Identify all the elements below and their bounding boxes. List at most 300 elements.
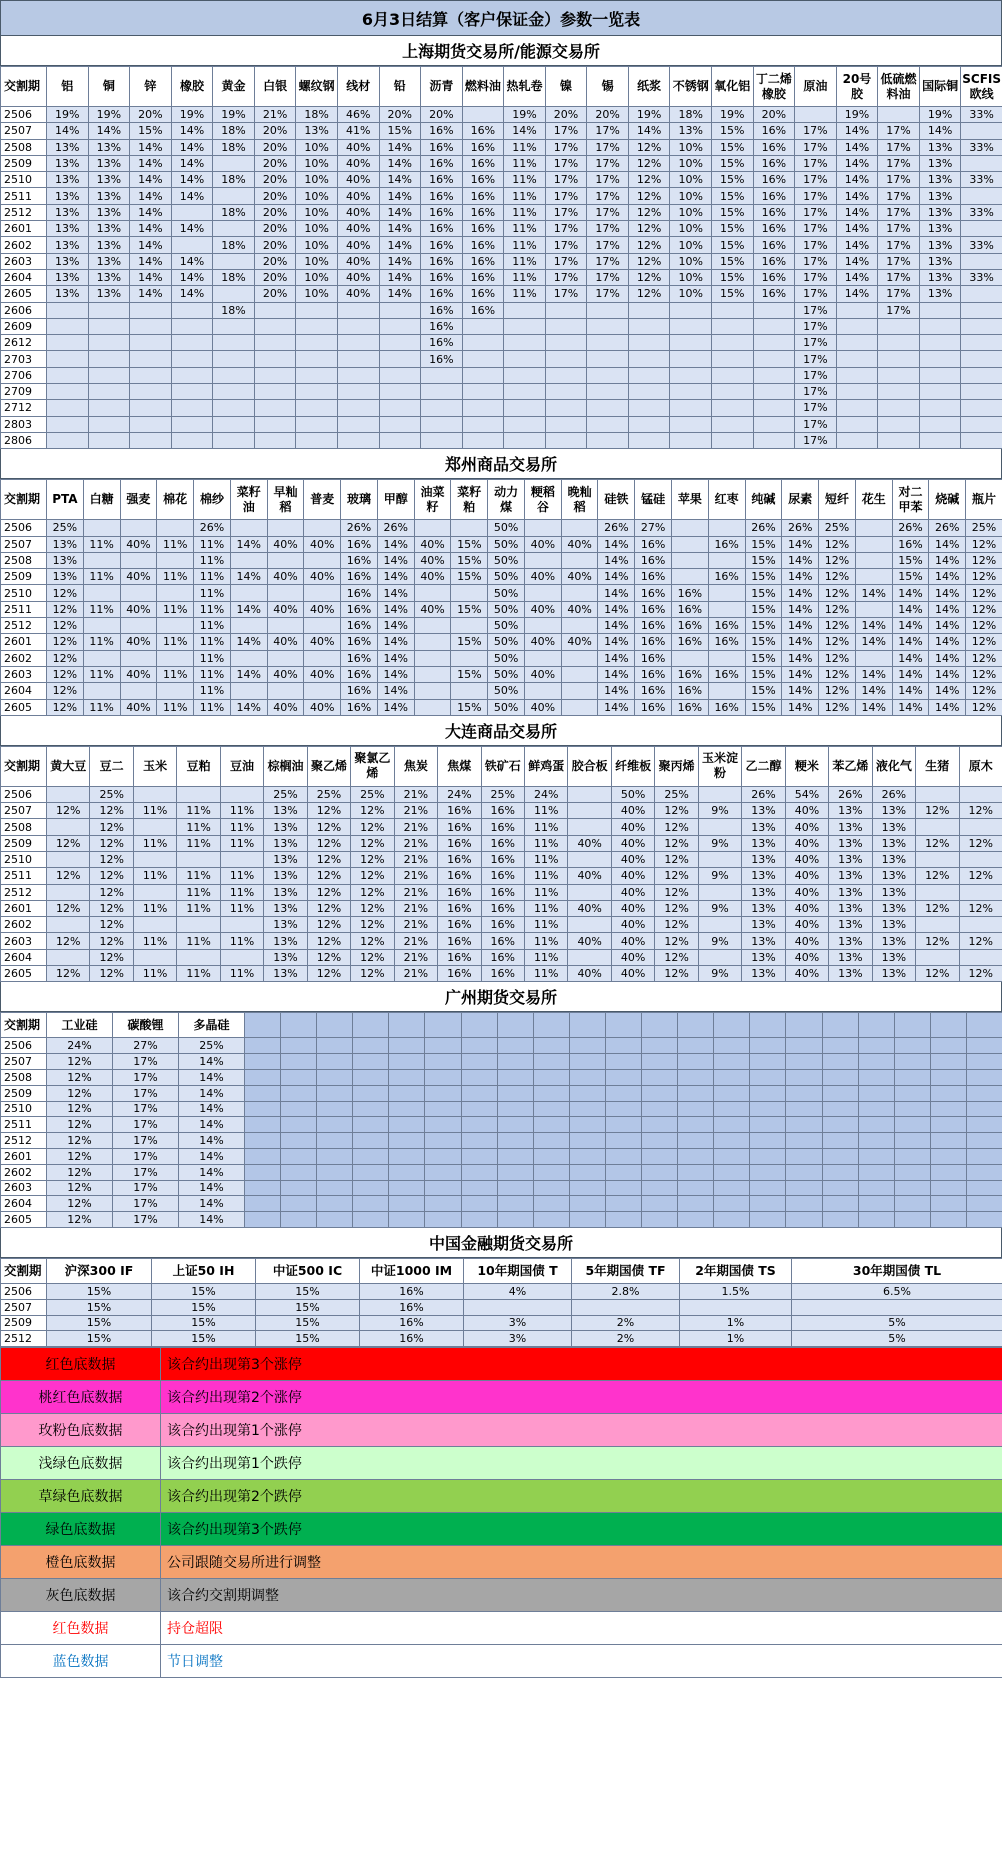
column-header: 聚氯乙烯 — [351, 746, 394, 786]
margin-cell: 50% — [488, 601, 525, 617]
legend-description: 节日调整 — [161, 1645, 1002, 1678]
margin-cell: 13% — [47, 188, 89, 204]
margin-cell: 40% — [524, 666, 561, 682]
margin-cell: 16% — [753, 139, 795, 155]
margin-cell: 17% — [113, 1180, 179, 1196]
margin-cell: 15% — [712, 286, 754, 302]
margin-cell: 14% — [377, 585, 414, 601]
margin-cell: 18% — [213, 237, 255, 253]
margin-cell: 50% — [488, 699, 525, 715]
table-row — [1, 1133, 1002, 1149]
margin-cell — [916, 917, 959, 933]
margin-cell: 27% — [635, 520, 672, 536]
margin-cell: 12% — [966, 569, 1002, 585]
empty-cell — [389, 1196, 425, 1212]
margin-cell — [230, 683, 267, 699]
empty-cell — [858, 1180, 894, 1196]
margin-cell: 14% — [929, 634, 966, 650]
empty-header-cell — [245, 1013, 281, 1038]
column-header: 沥青 — [421, 67, 463, 107]
margin-cell — [177, 786, 220, 802]
header-row — [1, 480, 1002, 520]
margin-cell: 20% — [254, 204, 296, 220]
margin-cell: 13% — [919, 253, 961, 269]
margin-cell: 16% — [438, 819, 481, 835]
margin-cell: 20% — [254, 253, 296, 269]
margin-cell: 40% — [414, 569, 451, 585]
margin-cell: 40% — [568, 966, 611, 982]
margin-cell: 13% — [47, 155, 89, 171]
margin-cell — [961, 123, 1002, 139]
margin-cell: 12% — [966, 585, 1002, 601]
margin-cell: 14% — [836, 123, 878, 139]
empty-cell — [461, 1164, 497, 1180]
margin-cell — [878, 432, 920, 448]
margin-cell: 12% — [47, 1148, 113, 1164]
margin-cell — [157, 552, 194, 568]
empty-cell — [678, 1038, 714, 1054]
margin-cell: 12% — [47, 933, 90, 949]
margin-cell — [961, 416, 1002, 432]
empty-cell — [858, 1085, 894, 1101]
margin-cell: 13% — [742, 933, 785, 949]
legend-label: 绿色底数据 — [1, 1513, 161, 1546]
empty-cell — [245, 1101, 281, 1117]
margin-cell: 19% — [504, 107, 546, 123]
margin-cell — [47, 384, 89, 400]
margin-cell: 21% — [394, 949, 437, 965]
empty-cell — [786, 1101, 822, 1117]
empty-header-cell — [930, 1013, 966, 1038]
margin-cell: 14% — [171, 188, 213, 204]
margin-cell: 40% — [611, 851, 654, 867]
margin-cell — [83, 552, 120, 568]
empty-header-cell — [750, 1013, 786, 1038]
margin-cell: 11% — [177, 966, 220, 982]
margin-cell — [213, 286, 255, 302]
empty-cell — [966, 1180, 1002, 1196]
margin-cell — [961, 367, 1002, 383]
margin-cell: 12% — [819, 683, 856, 699]
margin-cell: 14% — [892, 683, 929, 699]
margin-cell: 11% — [133, 933, 176, 949]
legend-description: 该合约出现第2个涨停 — [161, 1381, 1002, 1414]
period-cell: 2609 — [1, 318, 47, 334]
column-header: 菜籽油 — [230, 480, 267, 520]
margin-cell — [254, 432, 296, 448]
margin-cell: 16% — [753, 123, 795, 139]
empty-cell — [858, 1133, 894, 1149]
period-cell: 2511 — [1, 188, 47, 204]
column-header: 甲醇 — [377, 480, 414, 520]
margin-cell — [304, 650, 341, 666]
margin-cell: 14% — [628, 123, 670, 139]
table-gfex — [0, 1012, 1002, 1228]
margin-cell: 15% — [256, 1283, 360, 1299]
empty-cell — [894, 1196, 930, 1212]
margin-cell — [213, 335, 255, 351]
margin-cell: 14% — [379, 172, 421, 188]
margin-cell: 17% — [113, 1164, 179, 1180]
margin-cell: 10% — [670, 188, 712, 204]
empty-cell — [750, 1054, 786, 1070]
margin-cell: 13% — [742, 803, 785, 819]
column-header: 白银 — [254, 67, 296, 107]
empty-cell — [966, 1085, 1002, 1101]
margin-cell: 14% — [230, 601, 267, 617]
margin-cell — [462, 107, 504, 123]
margin-cell: 13% — [264, 966, 307, 982]
column-header: 5年期国债 TF — [572, 1258, 680, 1283]
margin-cell — [708, 552, 745, 568]
margin-cell: 17% — [113, 1148, 179, 1164]
column-header: 粳米 — [785, 746, 828, 786]
margin-cell: 13% — [296, 123, 338, 139]
table-row — [1, 1196, 1002, 1212]
margin-cell: 19% — [712, 107, 754, 123]
margin-cell: 20% — [254, 286, 296, 302]
margin-cell: 14% — [130, 204, 172, 220]
empty-cell — [930, 1148, 966, 1164]
margin-cell: 15% — [712, 253, 754, 269]
margin-cell — [961, 188, 1002, 204]
margin-cell — [462, 318, 504, 334]
margin-cell: 40% — [785, 933, 828, 949]
margin-cell: 16% — [341, 536, 378, 552]
margin-cell: 12% — [47, 601, 84, 617]
margin-cell: 15% — [152, 1283, 256, 1299]
margin-cell: 15% — [152, 1299, 256, 1315]
margin-cell: 18% — [213, 139, 255, 155]
margin-cell — [379, 400, 421, 416]
margin-cell: 14% — [598, 618, 635, 634]
margin-cell: 14% — [836, 155, 878, 171]
margin-cell — [504, 351, 546, 367]
margin-cell: 40% — [267, 699, 304, 715]
margin-cell: 40% — [568, 900, 611, 916]
margin-cell: 16% — [753, 286, 795, 302]
margin-cell: 40% — [414, 601, 451, 617]
margin-cell: 14% — [171, 155, 213, 171]
margin-cell: 15% — [451, 569, 488, 585]
margin-cell: 14% — [379, 269, 421, 285]
empty-cell — [353, 1038, 389, 1054]
margin-cell: 14% — [377, 634, 414, 650]
margin-cell: 10% — [296, 286, 338, 302]
column-header: 苯乙烯 — [829, 746, 872, 786]
margin-cell: 40% — [785, 868, 828, 884]
margin-cell: 40% — [785, 819, 828, 835]
margin-cell — [296, 400, 338, 416]
margin-cell: 40% — [611, 949, 654, 965]
margin-cell: 41% — [337, 123, 379, 139]
margin-cell: 12% — [47, 1164, 113, 1180]
margin-cell: 14% — [598, 634, 635, 650]
margin-cell — [698, 786, 741, 802]
margin-cell: 10% — [670, 172, 712, 188]
empty-header-cell — [353, 1013, 389, 1038]
margin-cell: 50% — [611, 786, 654, 802]
margin-cell: 14% — [598, 585, 635, 601]
margin-cell — [628, 367, 670, 383]
margin-cell: 10% — [296, 253, 338, 269]
margin-cell: 14% — [836, 253, 878, 269]
legend-row — [1, 1414, 1002, 1447]
empty-cell — [822, 1133, 858, 1149]
margin-cell: 13% — [919, 286, 961, 302]
margin-cell: 18% — [296, 107, 338, 123]
table-czce — [0, 479, 1002, 716]
column-header: SCFIS欧线 — [961, 67, 1002, 107]
column-header: 中证500 IC — [256, 1258, 360, 1283]
margin-cell — [712, 318, 754, 334]
margin-cell: 16% — [635, 650, 672, 666]
margin-cell — [254, 351, 296, 367]
margin-cell: 17% — [795, 172, 837, 188]
period-cell: 2712 — [1, 400, 47, 416]
margin-cell — [171, 351, 213, 367]
margin-cell: 40% — [561, 601, 598, 617]
period-cell: 2602 — [1, 237, 47, 253]
margin-cell: 17% — [878, 139, 920, 155]
margin-cell: 12% — [655, 966, 698, 982]
margin-cell: 14% — [782, 650, 819, 666]
period-cell: 2605 — [1, 699, 47, 715]
table-row — [1, 569, 1002, 585]
margin-cell — [379, 432, 421, 448]
margin-cell: 15% — [745, 699, 782, 715]
margin-cell — [296, 318, 338, 334]
margin-cell: 20% — [254, 269, 296, 285]
margin-cell — [267, 683, 304, 699]
margin-cell: 16% — [481, 851, 524, 867]
margin-cell: 26% — [892, 520, 929, 536]
margin-cell — [961, 221, 1002, 237]
empty-cell — [533, 1085, 569, 1101]
margin-cell: 17% — [878, 302, 920, 318]
period-cell: 2507 — [1, 803, 47, 819]
column-header: 棉纱 — [194, 480, 231, 520]
column-header: 强麦 — [120, 480, 157, 520]
margin-cell: 16% — [462, 204, 504, 220]
margin-cell — [712, 302, 754, 318]
margin-cell — [177, 851, 220, 867]
margin-cell: 11% — [194, 618, 231, 634]
margin-cell: 13% — [829, 917, 872, 933]
margin-cell: 16% — [708, 666, 745, 682]
margin-cell: 14% — [179, 1085, 245, 1101]
table-row — [1, 432, 1002, 448]
period-cell: 2605 — [1, 1212, 47, 1228]
margin-cell: 15% — [379, 123, 421, 139]
column-header: 焦炭 — [394, 746, 437, 786]
margin-cell: 16% — [341, 666, 378, 682]
margin-cell: 40% — [337, 155, 379, 171]
margin-cell: 14% — [130, 237, 172, 253]
table-row — [1, 1315, 1002, 1331]
margin-cell: 21% — [394, 819, 437, 835]
table-row — [1, 786, 1002, 802]
margin-cell: 16% — [753, 188, 795, 204]
margin-cell: 12% — [959, 900, 1002, 916]
table-row — [1, 400, 1002, 416]
column-header: 30年期国债 TL — [792, 1258, 1002, 1283]
margin-cell: 11% — [524, 917, 567, 933]
margin-cell — [414, 650, 451, 666]
margin-cell: 14% — [377, 650, 414, 666]
margin-cell: 16% — [481, 835, 524, 851]
margin-cell: 18% — [670, 107, 712, 123]
column-header-period: 交割期 — [1, 67, 47, 107]
margin-cell: 16% — [438, 868, 481, 884]
margin-cell: 17% — [113, 1101, 179, 1117]
margin-cell: 40% — [611, 884, 654, 900]
empty-cell — [497, 1117, 533, 1133]
margin-cell — [919, 335, 961, 351]
margin-cell: 12% — [966, 650, 1002, 666]
margin-cell: 16% — [708, 618, 745, 634]
margin-cell: 19% — [47, 107, 89, 123]
margin-cell: 14% — [179, 1054, 245, 1070]
margin-cell: 12% — [47, 699, 84, 715]
margin-cell: 21% — [394, 900, 437, 916]
margin-cell — [337, 416, 379, 432]
margin-cell: 40% — [267, 569, 304, 585]
margin-cell: 40% — [267, 666, 304, 682]
margin-cell: 13% — [47, 286, 89, 302]
empty-cell — [678, 1069, 714, 1085]
empty-cell — [822, 1180, 858, 1196]
margin-cell: 12% — [655, 933, 698, 949]
margin-cell — [753, 367, 795, 383]
margin-cell: 14% — [598, 650, 635, 666]
empty-cell — [425, 1117, 461, 1133]
margin-cell: 14% — [782, 552, 819, 568]
margin-cell: 14% — [855, 699, 892, 715]
margin-cell — [130, 367, 172, 383]
margin-cell: 16% — [360, 1299, 464, 1315]
column-header: 铝 — [47, 67, 89, 107]
legend-description: 该合约出现第1个涨停 — [161, 1414, 1002, 1447]
column-header: 聚丙烯 — [655, 746, 698, 786]
margin-cell: 14% — [179, 1133, 245, 1149]
margin-cell: 15% — [712, 237, 754, 253]
margin-cell: 14% — [171, 123, 213, 139]
margin-cell: 16% — [462, 123, 504, 139]
section-title-shfe: 上海期货交易所/能源交易所 — [0, 36, 1002, 66]
empty-cell — [569, 1148, 605, 1164]
margin-cell: 14% — [47, 123, 89, 139]
empty-cell — [605, 1164, 641, 1180]
empty-cell — [497, 1196, 533, 1212]
margin-cell — [83, 585, 120, 601]
margin-cell: 13% — [88, 286, 130, 302]
period-cell: 2508 — [1, 139, 47, 155]
margin-cell: 25% — [90, 786, 133, 802]
margin-cell: 12% — [655, 884, 698, 900]
empty-cell — [678, 1180, 714, 1196]
margin-cell: 14% — [836, 269, 878, 285]
margin-cell: 9% — [698, 868, 741, 884]
margin-cell: 40% — [337, 286, 379, 302]
margin-cell — [568, 884, 611, 900]
margin-cell: 2% — [572, 1315, 680, 1331]
margin-cell: 12% — [47, 666, 84, 682]
margin-cell: 26% — [377, 520, 414, 536]
margin-cell: 16% — [462, 237, 504, 253]
margin-cell — [961, 351, 1002, 367]
margin-cell: 50% — [488, 520, 525, 536]
table-dce — [0, 746, 1002, 983]
margin-cell: 5% — [792, 1331, 1002, 1347]
margin-cell — [670, 335, 712, 351]
margin-cell — [670, 367, 712, 383]
margin-cell: 14% — [179, 1117, 245, 1133]
margin-cell: 17% — [795, 221, 837, 237]
table-row — [1, 585, 1002, 601]
margin-cell: 20% — [254, 172, 296, 188]
margin-cell — [504, 302, 546, 318]
empty-cell — [678, 1101, 714, 1117]
margin-cell — [47, 367, 89, 383]
margin-cell: 13% — [742, 966, 785, 982]
empty-cell — [461, 1101, 497, 1117]
section-title-gfex: 广州期货交易所 — [0, 982, 1002, 1012]
margin-cell: 16% — [421, 221, 463, 237]
margin-cell — [254, 367, 296, 383]
margin-cell: 40% — [524, 634, 561, 650]
margin-cell — [878, 416, 920, 432]
margin-cell: 40% — [337, 253, 379, 269]
margin-cell — [379, 318, 421, 334]
margin-cell: 17% — [113, 1196, 179, 1212]
empty-cell — [281, 1117, 317, 1133]
margin-cell — [753, 432, 795, 448]
table-row — [1, 204, 1002, 220]
margin-cell: 17% — [113, 1133, 179, 1149]
empty-cell — [425, 1133, 461, 1149]
column-header: 氧化铝 — [712, 67, 754, 107]
table-row — [1, 1299, 1002, 1315]
margin-cell: 26% — [829, 786, 872, 802]
margin-cell: 16% — [438, 803, 481, 819]
margin-cell: 40% — [611, 835, 654, 851]
margin-cell — [130, 302, 172, 318]
margin-cell: 14% — [919, 123, 961, 139]
margin-cell — [878, 351, 920, 367]
margin-cell — [88, 416, 130, 432]
margin-cell: 11% — [194, 585, 231, 601]
empty-header-cell — [461, 1013, 497, 1038]
margin-cell — [171, 204, 213, 220]
margin-cell — [230, 520, 267, 536]
empty-cell — [353, 1117, 389, 1133]
margin-cell — [267, 585, 304, 601]
margin-cell: 13% — [829, 949, 872, 965]
column-header-period: 交割期 — [1, 480, 47, 520]
empty-cell — [461, 1133, 497, 1149]
margin-cell — [157, 650, 194, 666]
margin-cell: 15% — [745, 585, 782, 601]
empty-cell — [533, 1180, 569, 1196]
margin-cell: 4% — [464, 1283, 572, 1299]
column-header: 中证1000 IM — [360, 1258, 464, 1283]
margin-cell: 13% — [742, 835, 785, 851]
margin-cell: 14% — [598, 683, 635, 699]
margin-cell — [878, 107, 920, 123]
empty-cell — [245, 1196, 281, 1212]
period-cell: 2602 — [1, 1164, 47, 1180]
